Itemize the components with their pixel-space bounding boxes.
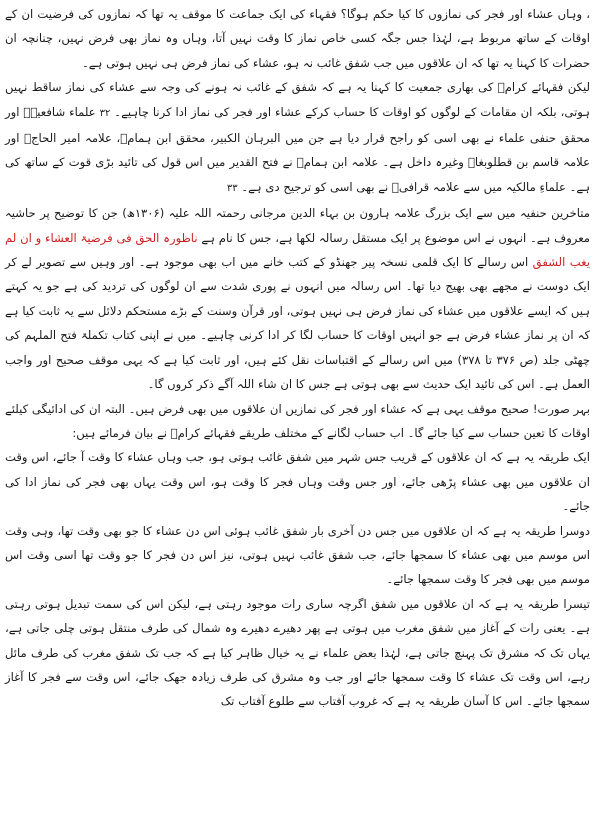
paragraph-4 (5, 397, 590, 446)
footnote-ref-32: ۳۲ (99, 107, 111, 119)
paragraph-2-text-b: علماء شافعیہؒ اور محقق حنفی علماء نے بھی اسی کو راجح قرار دیا ہے جن میں البرہان الکبیر، محقق ابن ہمامؒ، علامہ امیر الحاجؒ اور علامہ قاسم بن قطلوبغاؒ وغیرہ داخل ہے۔ علامہ ابن ہمامؒ نے فتح القدیر میں اس قول کی تائید بڑی قوت کے ساتھ کی ہے۔ علماءِ مالکیہ میں سے علامہ قرافیؒ نے بھی اسی کو ترجیح دی ہے۔ (5, 104, 590, 194)
arabic-book-title: ناظورہ الحق فی فرضیۃ العشاء و ان لم یغب الشفق (5, 230, 590, 270)
paragraph-5 (5, 445, 590, 518)
paragraph-3-text-a: متاخرین حنفیہ میں سے ایک بزرگ علامہ ہارون بن بہاء الدین مرجانی رحمتہ اللہ علیہ (۱۳۰۶ھ) جن کا توضیح پر حاشیہ معروف ہے۔ انہوں نے اس موضوع پر ایک مستقل رسالہ لکھا ہے، جس کا نام ہے (5, 206, 591, 245)
paragraph-6-text: دوسرا طریقہ یہ ہے کہ ان علاقوں میں جس دن آخری بار شفق غائب ہوئی اس دن عشاء کا جو بھی وقت تھا، وہی وقت اس موسم میں بھی عشاء کا سمجھا جائے، جب شفق غائب نہیں ہوتی، نیز اس دن فجر کا جو وقت تھا اسی وقت اس موسم میں بھی فجر کا وقت سمجھا جائے۔ (5, 523, 590, 587)
paragraph-1 (5, 2, 590, 75)
paragraph-1-text: ، وہاں عشاء اور فجر کی نمازوں کا کیا حکم ہوگا؟ فقہاء کی ایک جماعت کا موقف یہ تھا کہ نمازوں کی فرضیت ان کے اوقات کے ساتھ مربوط ہے، لہٰذا جس جگہ کسی خاص نماز کا وقت نہیں آتا، وہاں وہ نماز بھی فرض نہیں، چنانچہ ان حضرات کا کہنا یہ تھا کہ ان علاقوں میں جب شفق غائب نہ ہو، عشاء کی نماز فرض ہی نہیں ہوتی ہے۔ (5, 7, 590, 70)
paragraph-4-text: بہر صورت! صحیح موقف یہی ہے کہ عشاء اور فجر کی نمازیں ان علاقوں میں بھی فرض ہیں۔ البتہ ان کی ادائیگی کیلئے اوقات کا تعین حساب سے کیا جائے گا۔ اب حساب لگانے کے مختلف طریقے فقہائے کرامؒ نے بیان فرمائے ہیں: (5, 401, 590, 440)
paragraph-7-text: تیسرا طریقہ یہ ہے کہ ان علاقوں میں شفق اگرچہ ساری رات موجود رہتی ہے، لیکن اس کی سمت تبدیل ہوتی رہتی ہے۔ یعنی رات کے آغاز میں شفق مغرب میں ہوتی ہے پھر دھیرے دھیرے وہ شمال کی طرف منتقل ہوتی چلی جاتی ہے، یہاں تک کہ مشرق تک پہنچ جاتی ہے، لہٰذا بعض علماء نے یہ خیال ظاہر کیا ہے کہ جب تک شفق مغرب کی طرف مائل رہے، اس وقت تک عشاء کا وقت سمجھا جائے اور جب وہ مشرق کی طرف زیادہ جھک جائے، اس وقت سے فجر کا آغاز سمجھا جائے۔ اس کا آسان طریقہ یہ ہے کہ غروب آفتاب سے طلوع آفتاب تک (5, 596, 590, 709)
paragraph-7 (5, 592, 590, 714)
paragraph-6 (5, 519, 590, 592)
paragraph-3-text-b: اس رسالے کا ایک قلمی نسخہ پیر جھنڈو کے کتب خانے میں اب بھی موجود ہے۔ اور وہیں سے تصویر لے کر ایک دوست نے مجھے بھی بھیج دیا تھا۔ اس رسالہ میں انہوں نے پوری شدت سے ان لوگوں کی تردید کی ہے جو یہ کہتے ہیں کہ ایسے علاقوں میں عشاء کی نماز فرض ہی نہیں ہوتی، اور قرآن وسنت کے بڑے مستحکم دلائل سے یہ ثابت کیا ہے کہ ان پر نماز عشاء فرض ہے جو انہیں اوقات کا حساب لگا کر ادا کرنی چاہیے۔ میں نے اپنی کتاب تکملۃ فتح الملہم کی چھٹی جلد (ص ۳۷۶ تا ۳۷۸) میں اس رسالے کے اقتباسات نقل کئے ہیں، اور ثابت کیا ہے کہ یہی موقف صحیح اور واجب العمل ہے۔ اس کی تائید ایک حدیث سے بھی ہوتی ہے جس کا ان شاء اللہ آگے ذکر کروں گا۔ (5, 255, 590, 392)
paragraph-3 (5, 201, 590, 396)
paragraph-2 (5, 75, 590, 201)
paragraph-5-text: ایک طریقہ یہ ہے کہ ان علاقوں کے قریب جس شہر میں شفق غائب ہوتی ہو، جب وہاں عشاء کا وقت آ جائے، اس وقت ان علاقوں میں بھی عشاء پڑھی جائے، اور جس وقت وہاں فجر کا وقت ہو، اس وقت یہاں بھی فجر کی نماز ادا کی جائے۔ (5, 450, 590, 514)
footnote-ref-33: ۳۳ (226, 182, 238, 194)
paragraph-2-text-a: لیکن فقہائے کرامؒ کی بھاری جمعیت کا کہنا یہ ہے کہ شفق کے غائب نہ ہونے کی وجہ سے عشاء کی نماز ساقط نہیں ہوتی، بلکہ ان مقامات کے لوگوں کو اوقات کا حساب کرکے عشاء اور فجر کی نماز ادا کرنا چاہیے۔ (5, 80, 591, 119)
